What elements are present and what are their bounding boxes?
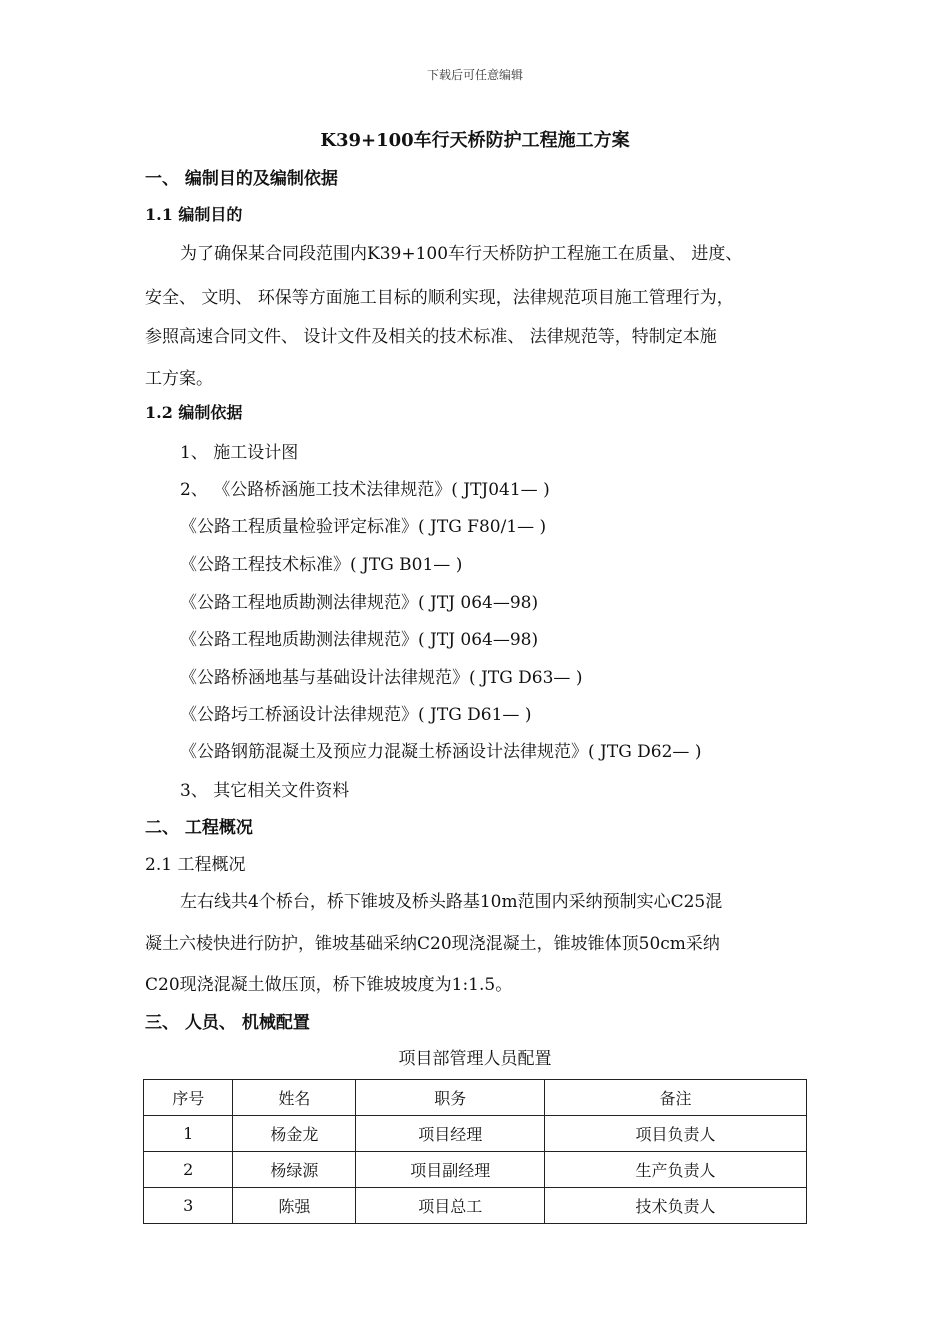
table-header-cell: 备注 — [545, 1080, 807, 1116]
section-3-heading: 三、 人员、 机械配置 — [145, 1013, 310, 1033]
paragraph-line: 工方案。 — [145, 369, 213, 389]
table-cell: 生产负责人 — [545, 1152, 807, 1188]
staff-table — [143, 1079, 807, 1224]
table-caption: 项目部管理人员配置 — [398, 1049, 552, 1069]
table-cell: 项目副经理 — [356, 1152, 545, 1188]
header-note: 下载后可任意编辑 — [426, 68, 523, 82]
table-cell: 项目负责人 — [545, 1116, 807, 1152]
paragraph-line: 参照高速合同文件、 设计文件及相关的技术标准、 法律规范等，特制定本施 — [145, 327, 717, 347]
table-row — [144, 1188, 807, 1224]
section-1-2-heading: 1.2 编制依据 — [145, 403, 243, 422]
section-2-1-heading: 2.1 工程概况 — [145, 855, 246, 875]
paragraph-line: 安全、 文明、 环保等方面施工目标的顺利实现，法律规范项目施工管理行为， — [145, 288, 734, 308]
paragraph-line: 左右线共4个桥台，桥下锥坡及桥头路基10m范围内采纳预制实心C25混 — [180, 892, 723, 912]
table-cell: 项目总工 — [356, 1188, 545, 1224]
table-header-cell: 姓名 — [233, 1080, 356, 1116]
table-cell: 技术负责人 — [545, 1188, 807, 1224]
paragraph-line: C20现浇混凝土做压顶，桥下锥坡坡度为1:1.5。 — [145, 975, 513, 995]
table-cell: 杨绿源 — [233, 1152, 356, 1188]
section-2-heading: 二、 工程概况 — [145, 818, 253, 838]
reference-item: 《公路工程地质勘测法律规范》( JTJ 064—98) — [180, 630, 539, 650]
document-title: K39+100车行天桥防护工程施工方案 — [320, 130, 630, 151]
table-header-cell: 序号 — [144, 1080, 233, 1116]
paragraph-line: 凝土六棱快进行防护，锥坡基础采纳C20现浇混凝土，锥坡锥体顶50cm采纳 — [145, 934, 720, 954]
reference-item: 《公路钢筋混凝土及预应力混凝土桥涵设计法律规范》( JTG D62— ) — [180, 742, 702, 762]
table-row — [144, 1116, 807, 1152]
reference-item: 2、 《公路桥涵施工技术法律规范》( JTJ041— ) — [180, 480, 550, 500]
table-header-cell: 职务 — [356, 1080, 545, 1116]
table-cell: 项目经理 — [356, 1116, 545, 1152]
table-cell: 1 — [144, 1116, 233, 1152]
table-header-row — [144, 1080, 807, 1116]
table-cell: 2 — [144, 1152, 233, 1188]
reference-item: 《公路工程质量检验评定标准》( JTG F80/1— ) — [180, 517, 547, 537]
reference-item: 《公路工程地质勘测法律规范》( JTJ 064—98) — [180, 593, 539, 613]
section-1-1-heading: 1.1 编制目的 — [145, 205, 243, 224]
table-cell: 3 — [144, 1188, 233, 1224]
reference-item: 3、 其它相关文件资料 — [180, 781, 350, 801]
paragraph-line: 为了确保某合同段范围内K39+100车行天桥防护工程施工在质量、 进度、 — [180, 244, 743, 264]
table-row — [144, 1152, 807, 1188]
table-cell: 陈强 — [233, 1188, 356, 1224]
reference-item: 《公路工程技术标准》( JTG B01— ) — [180, 555, 463, 575]
reference-item: 1、 施工设计图 — [180, 443, 299, 463]
reference-item: 《公路圬工桥涵设计法律规范》( JTG D61— ) — [180, 705, 532, 725]
table-cell: 杨金龙 — [233, 1116, 356, 1152]
reference-item: 《公路桥涵地基与基础设计法律规范》( JTG D63— ) — [180, 668, 583, 688]
section-1-heading: 一、 编制目的及编制依据 — [145, 169, 338, 189]
